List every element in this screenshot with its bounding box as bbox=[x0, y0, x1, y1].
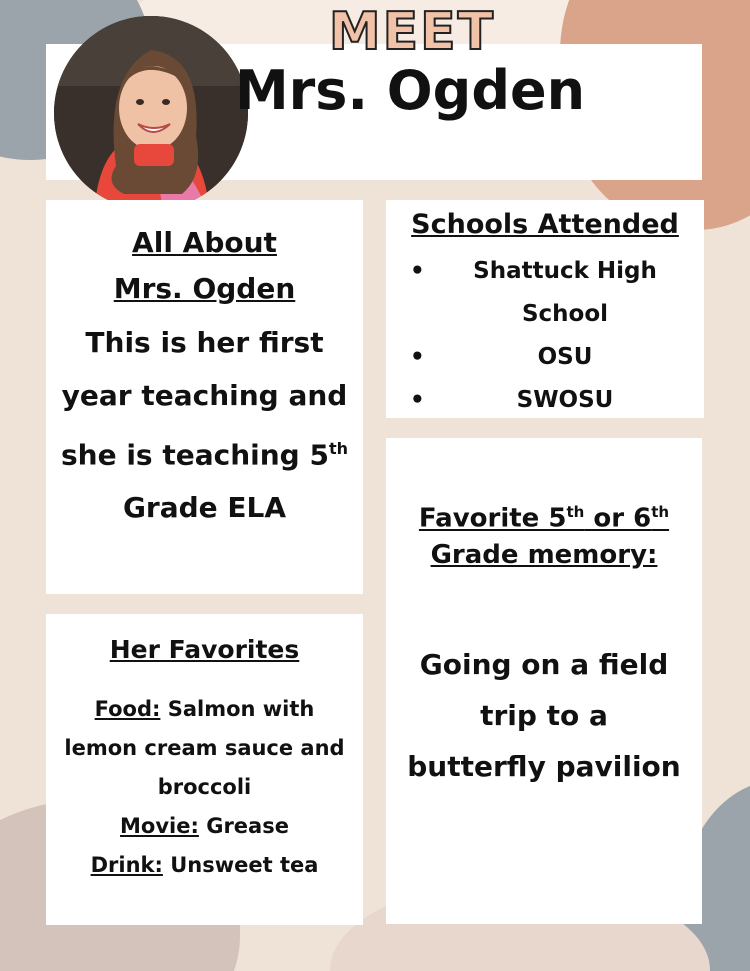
about-text-end: Grade ELA bbox=[122, 491, 287, 525]
list-item bbox=[386, 336, 704, 379]
favorite-food bbox=[60, 690, 349, 807]
memory-title-sup: th bbox=[566, 503, 585, 521]
bullet-icon: • bbox=[410, 344, 425, 370]
memory-title-part: or 6 bbox=[584, 503, 652, 534]
about-text-main: This is her first year teaching and she is teaching 5 bbox=[60, 326, 348, 472]
memory-card bbox=[386, 438, 702, 924]
memory-title-part: Grade memory: bbox=[430, 539, 658, 570]
memory-title-sup: th bbox=[651, 503, 670, 521]
list-item bbox=[386, 379, 704, 422]
movie-label: Movie: bbox=[120, 814, 199, 838]
movie-value: Grease bbox=[198, 814, 289, 838]
memory-title-part: Favorite 5 bbox=[418, 503, 567, 534]
food-label: Food: bbox=[94, 697, 161, 721]
favorite-drink bbox=[60, 846, 349, 885]
school-name: SWOSU bbox=[516, 387, 614, 413]
drink-label: Drink: bbox=[90, 853, 163, 877]
favorite-movie bbox=[60, 807, 349, 846]
bullet-icon: • bbox=[410, 387, 425, 413]
school-name: OSU bbox=[537, 344, 593, 370]
about-title-line2: Mrs. Ogden bbox=[113, 272, 296, 305]
school-name: Shattuck High School bbox=[473, 258, 657, 327]
teacher-name: Mrs. Ogden bbox=[234, 59, 586, 122]
about-text-sup: th bbox=[328, 439, 348, 458]
about-card bbox=[46, 200, 363, 594]
about-title-line1: All About bbox=[132, 226, 277, 259]
schools-card bbox=[386, 200, 704, 418]
schools-list bbox=[386, 250, 704, 422]
memory-title bbox=[386, 494, 702, 573]
drink-value: Unsweet tea bbox=[162, 853, 319, 877]
food-value: Salmon with lemon cream sauce and broccoli bbox=[64, 697, 345, 799]
favorites-card bbox=[46, 614, 363, 925]
about-title bbox=[46, 220, 363, 312]
favorites-list bbox=[60, 690, 349, 885]
bullet-icon: • bbox=[410, 258, 425, 284]
about-text bbox=[58, 316, 351, 534]
list-item bbox=[386, 250, 704, 336]
schools-title: Schools Attended bbox=[411, 209, 679, 240]
memory-text: Going on a field trip to a butterfly pavilion bbox=[407, 647, 681, 783]
favorites-title: Her Favorites bbox=[109, 635, 300, 664]
meet-heading: MEET bbox=[328, 2, 496, 62]
